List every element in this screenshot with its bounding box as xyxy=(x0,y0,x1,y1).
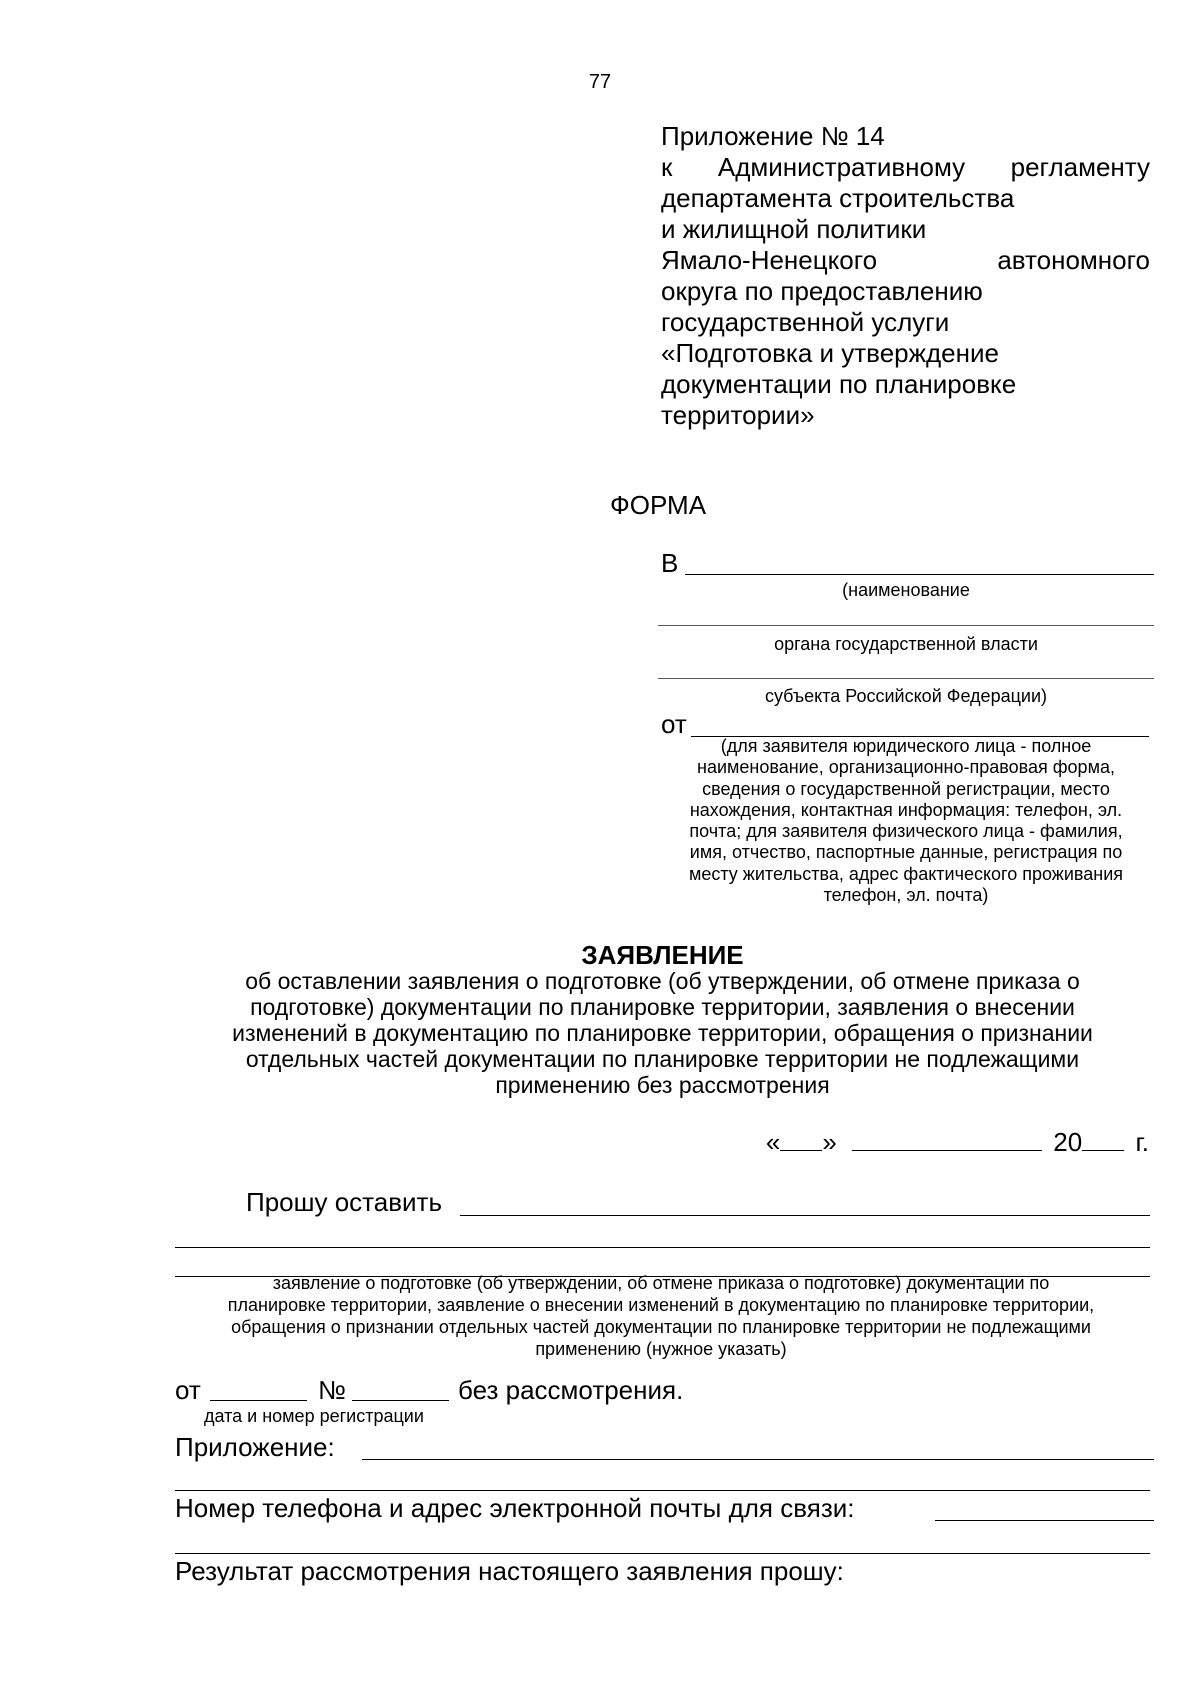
attachment-field[interactable] xyxy=(362,1459,1154,1460)
contact-field[interactable] xyxy=(935,1520,1154,1521)
subtitle-line: подготовке) документации по планировке территории, заявления о внесении xyxy=(250,994,1075,1020)
subtitle-line: изменений в документацию по планировке территории, обращения о признании xyxy=(232,1020,1093,1046)
date-year-suffix: г. xyxy=(1135,1127,1149,1157)
note-line: заявление о подготовке (об утверждении, об отмене приказа о подготовке) документации по xyxy=(272,1273,1050,1293)
to-org-field[interactable] xyxy=(658,625,1154,626)
request-field[interactable] xyxy=(460,1215,1150,1216)
note-line: обращения о признании отдельных частей документации по планировке территории не подлежащими xyxy=(231,1317,1091,1337)
contact-label: Номер телефона и адрес электронной почты для связи: xyxy=(175,1493,855,1523)
appendix-line: департамента строительства xyxy=(661,183,1015,213)
attachment-field-line-2[interactable] xyxy=(175,1490,1150,1491)
date-day-field[interactable] xyxy=(780,1128,822,1151)
contact-field-line-2[interactable] xyxy=(175,1553,1150,1554)
reg-suffix: без рассмотрения. xyxy=(458,1375,684,1405)
to-caption-name: (наименование xyxy=(842,580,970,600)
appendix-line: к Административному регламенту xyxy=(661,152,1150,182)
request-field-line-2[interactable] xyxy=(175,1247,1150,1248)
from-description-line: нахождения, контактная информация: телефон, эл. xyxy=(689,799,1123,820)
attachment-label: Приложение: xyxy=(175,1432,335,1462)
subtitle-line: применению без рассмотрения xyxy=(495,1072,830,1098)
date-line xyxy=(766,1127,1149,1158)
appendix-line: «Подготовка и утверждение xyxy=(661,338,999,368)
reg-number-sign: № xyxy=(318,1375,346,1405)
from-description-line: наименование, организационно-правовая форма, xyxy=(697,757,1115,778)
to-prefix: В xyxy=(661,548,679,578)
from-description-line: имя, отчество, паспортные данные, регистрация по xyxy=(689,842,1123,863)
reg-caption: дата и номер регистрации xyxy=(204,1406,424,1426)
appendix-line: Ямало-Ненецкого автономного xyxy=(661,245,1150,275)
date-year-prefix: 20 xyxy=(1053,1127,1083,1157)
to-name-field[interactable] xyxy=(685,574,1154,575)
to-caption-subject: субъекта Российской Федерации) xyxy=(764,686,1048,706)
date-month-field[interactable] xyxy=(852,1128,1042,1151)
from-description-line: сведения о государственной регистрации, место xyxy=(702,778,1110,799)
note-line: применению (нужное указать) xyxy=(535,1339,787,1359)
appendix-line: Приложение № 14 xyxy=(661,121,885,151)
to-subject-field[interactable] xyxy=(658,678,1154,679)
reg-number-field[interactable] xyxy=(352,1400,449,1401)
from-description-line: почта; для заявителя физического лица - фамилия, xyxy=(689,821,1123,842)
appendix-header xyxy=(661,121,1150,431)
date-year-field[interactable] xyxy=(1082,1128,1124,1151)
form-label: ФОРМА xyxy=(610,490,707,520)
appendix-line: и жилищной политики xyxy=(661,214,927,244)
to-caption-body: органа государственной власти xyxy=(774,634,1038,654)
request-note xyxy=(172,1272,1150,1360)
reg-from: от xyxy=(175,1375,201,1405)
date-close-quote: » xyxy=(822,1127,837,1157)
from-prefix: от xyxy=(661,709,687,739)
from-description-line: (для заявителя юридического лица - полное xyxy=(720,736,1092,756)
subtitle-line: об оставлении заявления о подготовке (об утверждении, об отмене приказа о xyxy=(245,968,1080,994)
note-line: планировке территории, заявление о внесении изменений в документацию по планировке территории, xyxy=(227,1295,1095,1315)
date-open-quote: « xyxy=(765,1127,781,1157)
from-description-line: месту жительства, адрес фактического проживания xyxy=(688,863,1124,884)
appendix-line: документации по планировке xyxy=(661,369,1017,399)
reg-date-field[interactable] xyxy=(210,1400,307,1401)
appendix-line: государственной услуги xyxy=(661,307,950,337)
document-title: ЗАЯВЛЕНИЕ xyxy=(581,940,744,970)
result-label: Результат рассмотрения настоящего заявления прошу: xyxy=(175,1556,844,1586)
page-number: 77 xyxy=(588,71,612,93)
from-description xyxy=(658,736,1154,906)
from-description-line: телефон, эл. почта) xyxy=(823,885,989,906)
request-label: Прошу оставить xyxy=(246,1187,443,1217)
subtitle-line: отдельных частей документации по планировке территории не подлежащими xyxy=(245,1046,1080,1072)
appendix-line: территории» xyxy=(661,400,815,430)
document-subtitle xyxy=(200,968,1125,1098)
appendix-line: округа по предоставлению xyxy=(661,276,983,306)
